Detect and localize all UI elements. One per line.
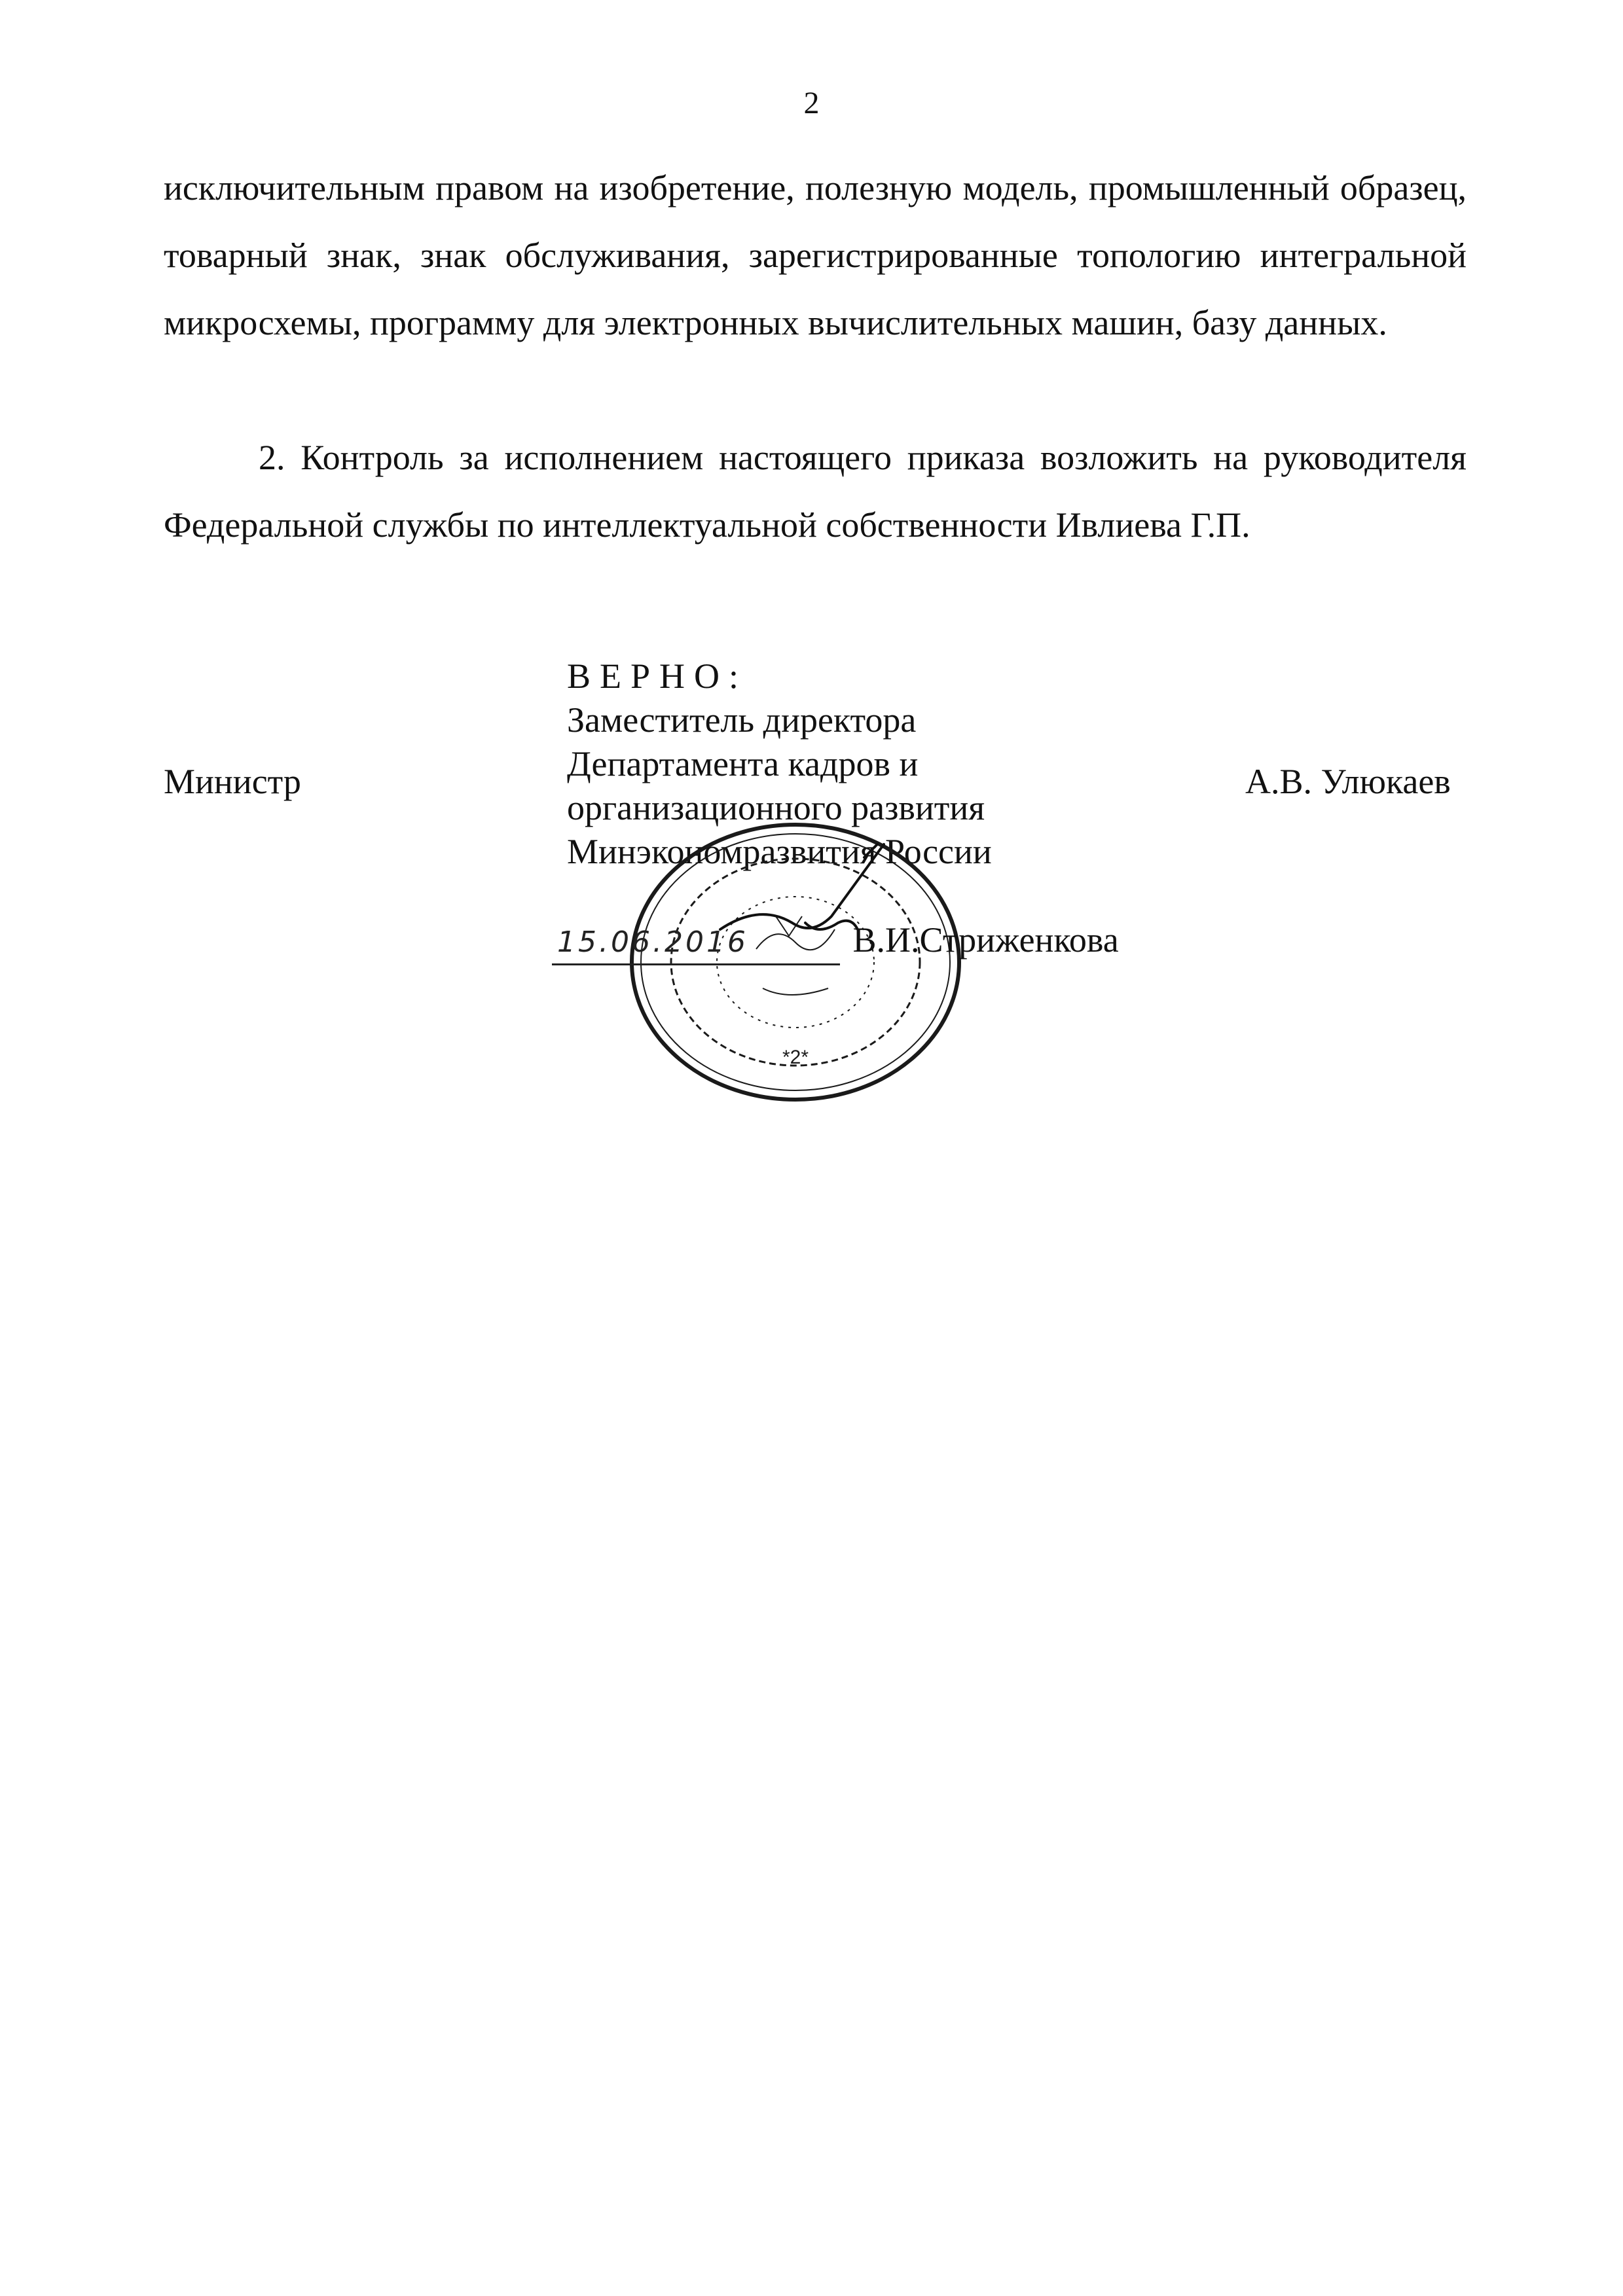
certification-heading: ВЕРНО:	[567, 656, 748, 696]
page-number: 2	[803, 86, 820, 120]
handwritten-date: 15.06.2016	[552, 922, 840, 965]
certification-signature-line	[552, 919, 1119, 965]
certification-line-1: Заместитель директора	[567, 700, 917, 740]
stamp-center-mark: *2*	[782, 1047, 809, 1068]
certification-line-2: Департамента кадров и	[567, 744, 919, 783]
signatory-name: А.В. Улюкаев	[1245, 762, 1451, 801]
body-paragraph-1: исключительным правом на изобретение, полезную модель, промышленный образец, товарный знак, знак обслуживания, зарегистрированные топологию интегральной микросхемы, программу для электронных вычислительных машин, базу данных.	[164, 168, 1467, 342]
signatory-position: Министр	[164, 762, 301, 801]
certification-line-4: Минэкономразвития России	[567, 832, 992, 871]
body-paragraph-2: 2. Контроль за исполнением настоящего приказа возложить на руководителя Федеральной службы по интеллектуальной собственности Ивлиева Г.П.	[164, 438, 1467, 545]
certification-line-3: организационного развития	[567, 788, 985, 827]
certifier-name: В.И.Стриженкова	[852, 920, 1119, 960]
